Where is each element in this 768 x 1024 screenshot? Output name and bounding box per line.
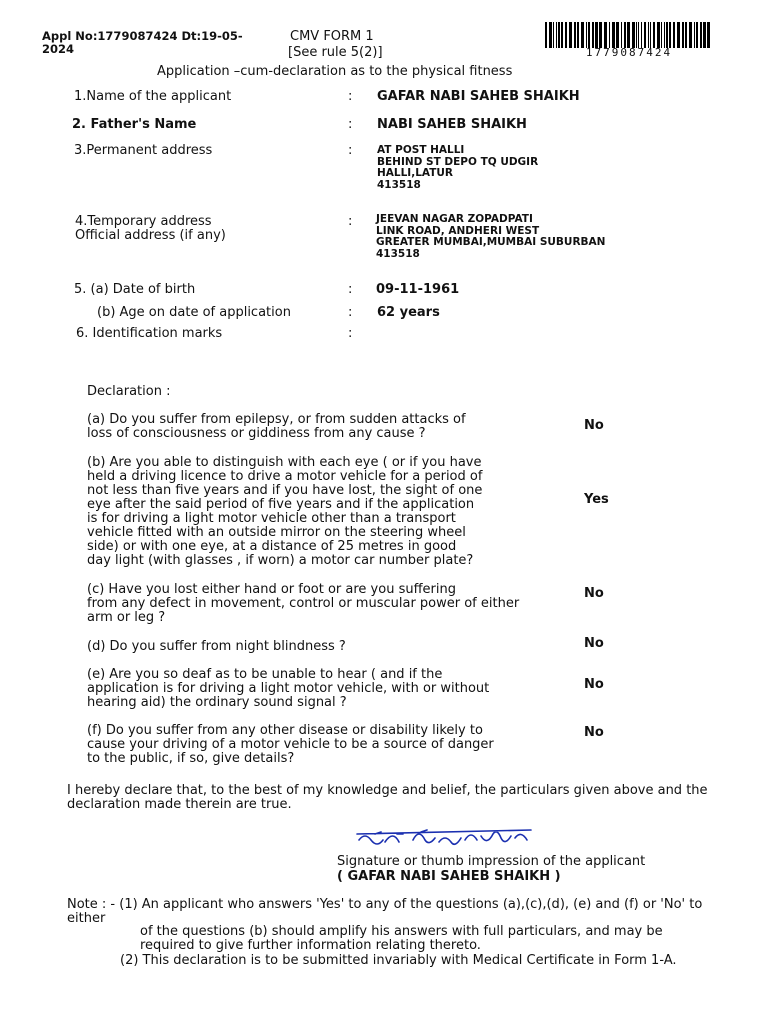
barcode-bar bbox=[556, 22, 557, 48]
barcode-bar bbox=[604, 22, 607, 48]
declaration-question-f: (f) Do you suffer from any other disease or disability likely to cause your driving of a motor vehicle to be a source of danger to the public, if so, give details? bbox=[87, 723, 494, 766]
barcode-bar bbox=[673, 22, 675, 48]
form-subtitle: Application –cum-declaration as to the physical fitness bbox=[157, 64, 513, 79]
form-title: CMV FORM 1 bbox=[290, 29, 374, 44]
barcode-bar bbox=[545, 22, 547, 48]
field-label-name: 1.Name of the applicant bbox=[74, 89, 232, 104]
field-colon: : bbox=[348, 143, 353, 158]
barcode-bar bbox=[703, 22, 706, 48]
barcode-bar bbox=[685, 22, 687, 48]
barcode-bar bbox=[599, 22, 602, 48]
barcode-bar bbox=[707, 22, 710, 48]
declaration-answer-a: No bbox=[584, 418, 604, 433]
barcode-bar bbox=[682, 22, 684, 48]
barcode-bar bbox=[627, 22, 630, 48]
declaration-answer-f: No bbox=[584, 725, 604, 740]
note-line-3: (2) This declaration is to be submitted invariably with Medical Certificate in Form 1-A. bbox=[120, 953, 677, 968]
field-colon: : bbox=[348, 89, 353, 104]
barcode-bar bbox=[569, 22, 572, 48]
field-label-temporary-address: 4.Temporary address Official address (if any) bbox=[75, 214, 226, 243]
barcode-bar bbox=[609, 22, 610, 48]
declaration-statement: I hereby declare that, to the best of my knowledge and belief, the particulars given above and the declaration made therein are true. bbox=[67, 783, 708, 812]
field-colon: : bbox=[348, 326, 353, 341]
barcode-bar bbox=[577, 22, 579, 48]
field-colon: : bbox=[348, 214, 353, 229]
barcode-number: 1779087424 bbox=[585, 46, 673, 59]
declaration-question-c: (c) Have you lost either hand or foot or are you suffering from any defect in movement, control or muscular power of either arm or leg ? bbox=[87, 582, 520, 625]
barcode-bar bbox=[549, 22, 552, 48]
declaration-answer-d: No bbox=[584, 636, 604, 651]
barcode-bar bbox=[644, 22, 646, 48]
field-label-age: (b) Age on date of application bbox=[97, 305, 291, 320]
barcode-bar bbox=[561, 22, 563, 48]
barcode-bar bbox=[677, 22, 680, 48]
barcode-bar bbox=[641, 22, 642, 48]
declaration-answer-e: No bbox=[584, 677, 604, 692]
barcode-bar bbox=[595, 22, 598, 48]
signature-caption: Signature or thumb impression of the applicant bbox=[337, 854, 646, 869]
barcode-bar bbox=[574, 22, 576, 48]
barcode-icon bbox=[545, 22, 713, 48]
barcode-bar bbox=[657, 22, 660, 48]
field-value-age: 62 years bbox=[377, 305, 440, 320]
barcode-bar bbox=[632, 22, 635, 48]
barcode-bar bbox=[624, 22, 626, 48]
barcode-bar bbox=[612, 22, 615, 48]
barcode-bar bbox=[588, 22, 590, 48]
field-label-identification: 6. Identification marks bbox=[76, 326, 223, 341]
barcode-bar bbox=[565, 22, 567, 48]
barcode-bar bbox=[664, 22, 665, 48]
barcode-bar bbox=[638, 22, 639, 48]
declaration-answer-c: No bbox=[584, 586, 604, 601]
application-number: Appl No:1779087424 Dt:19-05- 2024 bbox=[42, 29, 243, 56]
field-colon: : bbox=[348, 305, 353, 320]
field-label-dob: 5. (a) Date of birth bbox=[74, 282, 196, 297]
field-label-father: 2. Father's Name bbox=[72, 117, 197, 132]
barcode-bar bbox=[581, 22, 584, 48]
declaration-question-d: (d) Do you suffer from night blindness ? bbox=[87, 639, 346, 654]
declaration-heading: Declaration : bbox=[87, 384, 171, 399]
barcode-bar bbox=[694, 22, 695, 48]
field-value-dob: 09-11-1961 bbox=[376, 282, 460, 297]
barcode-bar bbox=[648, 22, 649, 48]
declaration-answer-b: Yes bbox=[584, 492, 609, 507]
barcode-bar bbox=[586, 22, 587, 48]
barcode-bar bbox=[700, 22, 702, 48]
barcode-bar bbox=[696, 22, 698, 48]
barcode-bar bbox=[653, 22, 655, 48]
barcode-bar bbox=[558, 22, 560, 48]
field-value-permanent-address: AT POST HALLI BEHIND ST DEPO TQ UDGIR HALLI,LATUR 413518 bbox=[377, 144, 539, 191]
field-colon: : bbox=[348, 282, 353, 297]
barcode-bar bbox=[669, 22, 671, 48]
field-value-father: NABI SAHEB SHAIKH bbox=[377, 117, 527, 132]
barcode-bar bbox=[616, 22, 619, 48]
barcode-bar bbox=[661, 22, 662, 48]
barcode-bar bbox=[553, 22, 554, 48]
field-colon: : bbox=[348, 117, 353, 132]
barcode-bar bbox=[650, 22, 651, 48]
note-line-1: Note : - (1) An applicant who answers 'Yes' to any of the questions (a),(c),(d), (e) and (f) or 'No' to either bbox=[67, 897, 703, 926]
field-value-temporary-address: JEEVAN NAGAR ZOPADPATI LINK ROAD, ANDHERI WEST GREATER MUMBAI,MUMBAI SUBURBAN 413518 bbox=[376, 213, 606, 260]
signature-name: ( GAFAR NABI SAHEB SHAIKH ) bbox=[337, 869, 561, 884]
barcode-bar bbox=[666, 22, 668, 48]
barcode-bar bbox=[621, 22, 622, 48]
declaration-question-b: (b) Are you able to distinguish with each eye ( or if you have held a driving licence to drive a motor vehicle for a period of not less than five years and if you have lost, the sight of one eye after the said period of five years and if the application is for driving a light motor vehicle other than a transport vehicle fitted with an outside mirror on the steering wheel side) or with one eye, at a distance of 25 metres in good day light (with glasses , if worn) a motor car number plate? bbox=[87, 455, 483, 568]
rule-reference: [See rule 5(2)] bbox=[288, 45, 383, 60]
declaration-question-e: (e) Are you so deaf as to be unable to hear ( and if the application is for driving a light motor vehicle, with or without hearing aid) the ordinary sound signal ? bbox=[87, 667, 490, 710]
field-value-name: GAFAR NABI SAHEB SHAIKH bbox=[377, 89, 580, 104]
barcode-bar bbox=[592, 22, 594, 48]
barcode-bar bbox=[689, 22, 692, 48]
note-line-2: of the questions (b) should amplify his answers with full particulars, and may be required to give further information relating thereto. bbox=[140, 924, 663, 953]
field-label-permanent-address: 3.Permanent address bbox=[74, 143, 213, 158]
barcode-bar bbox=[636, 22, 637, 48]
declaration-question-a: (a) Do you suffer from epilepsy, or from sudden attacks of loss of consciousness or giddiness from any cause ? bbox=[87, 412, 466, 441]
